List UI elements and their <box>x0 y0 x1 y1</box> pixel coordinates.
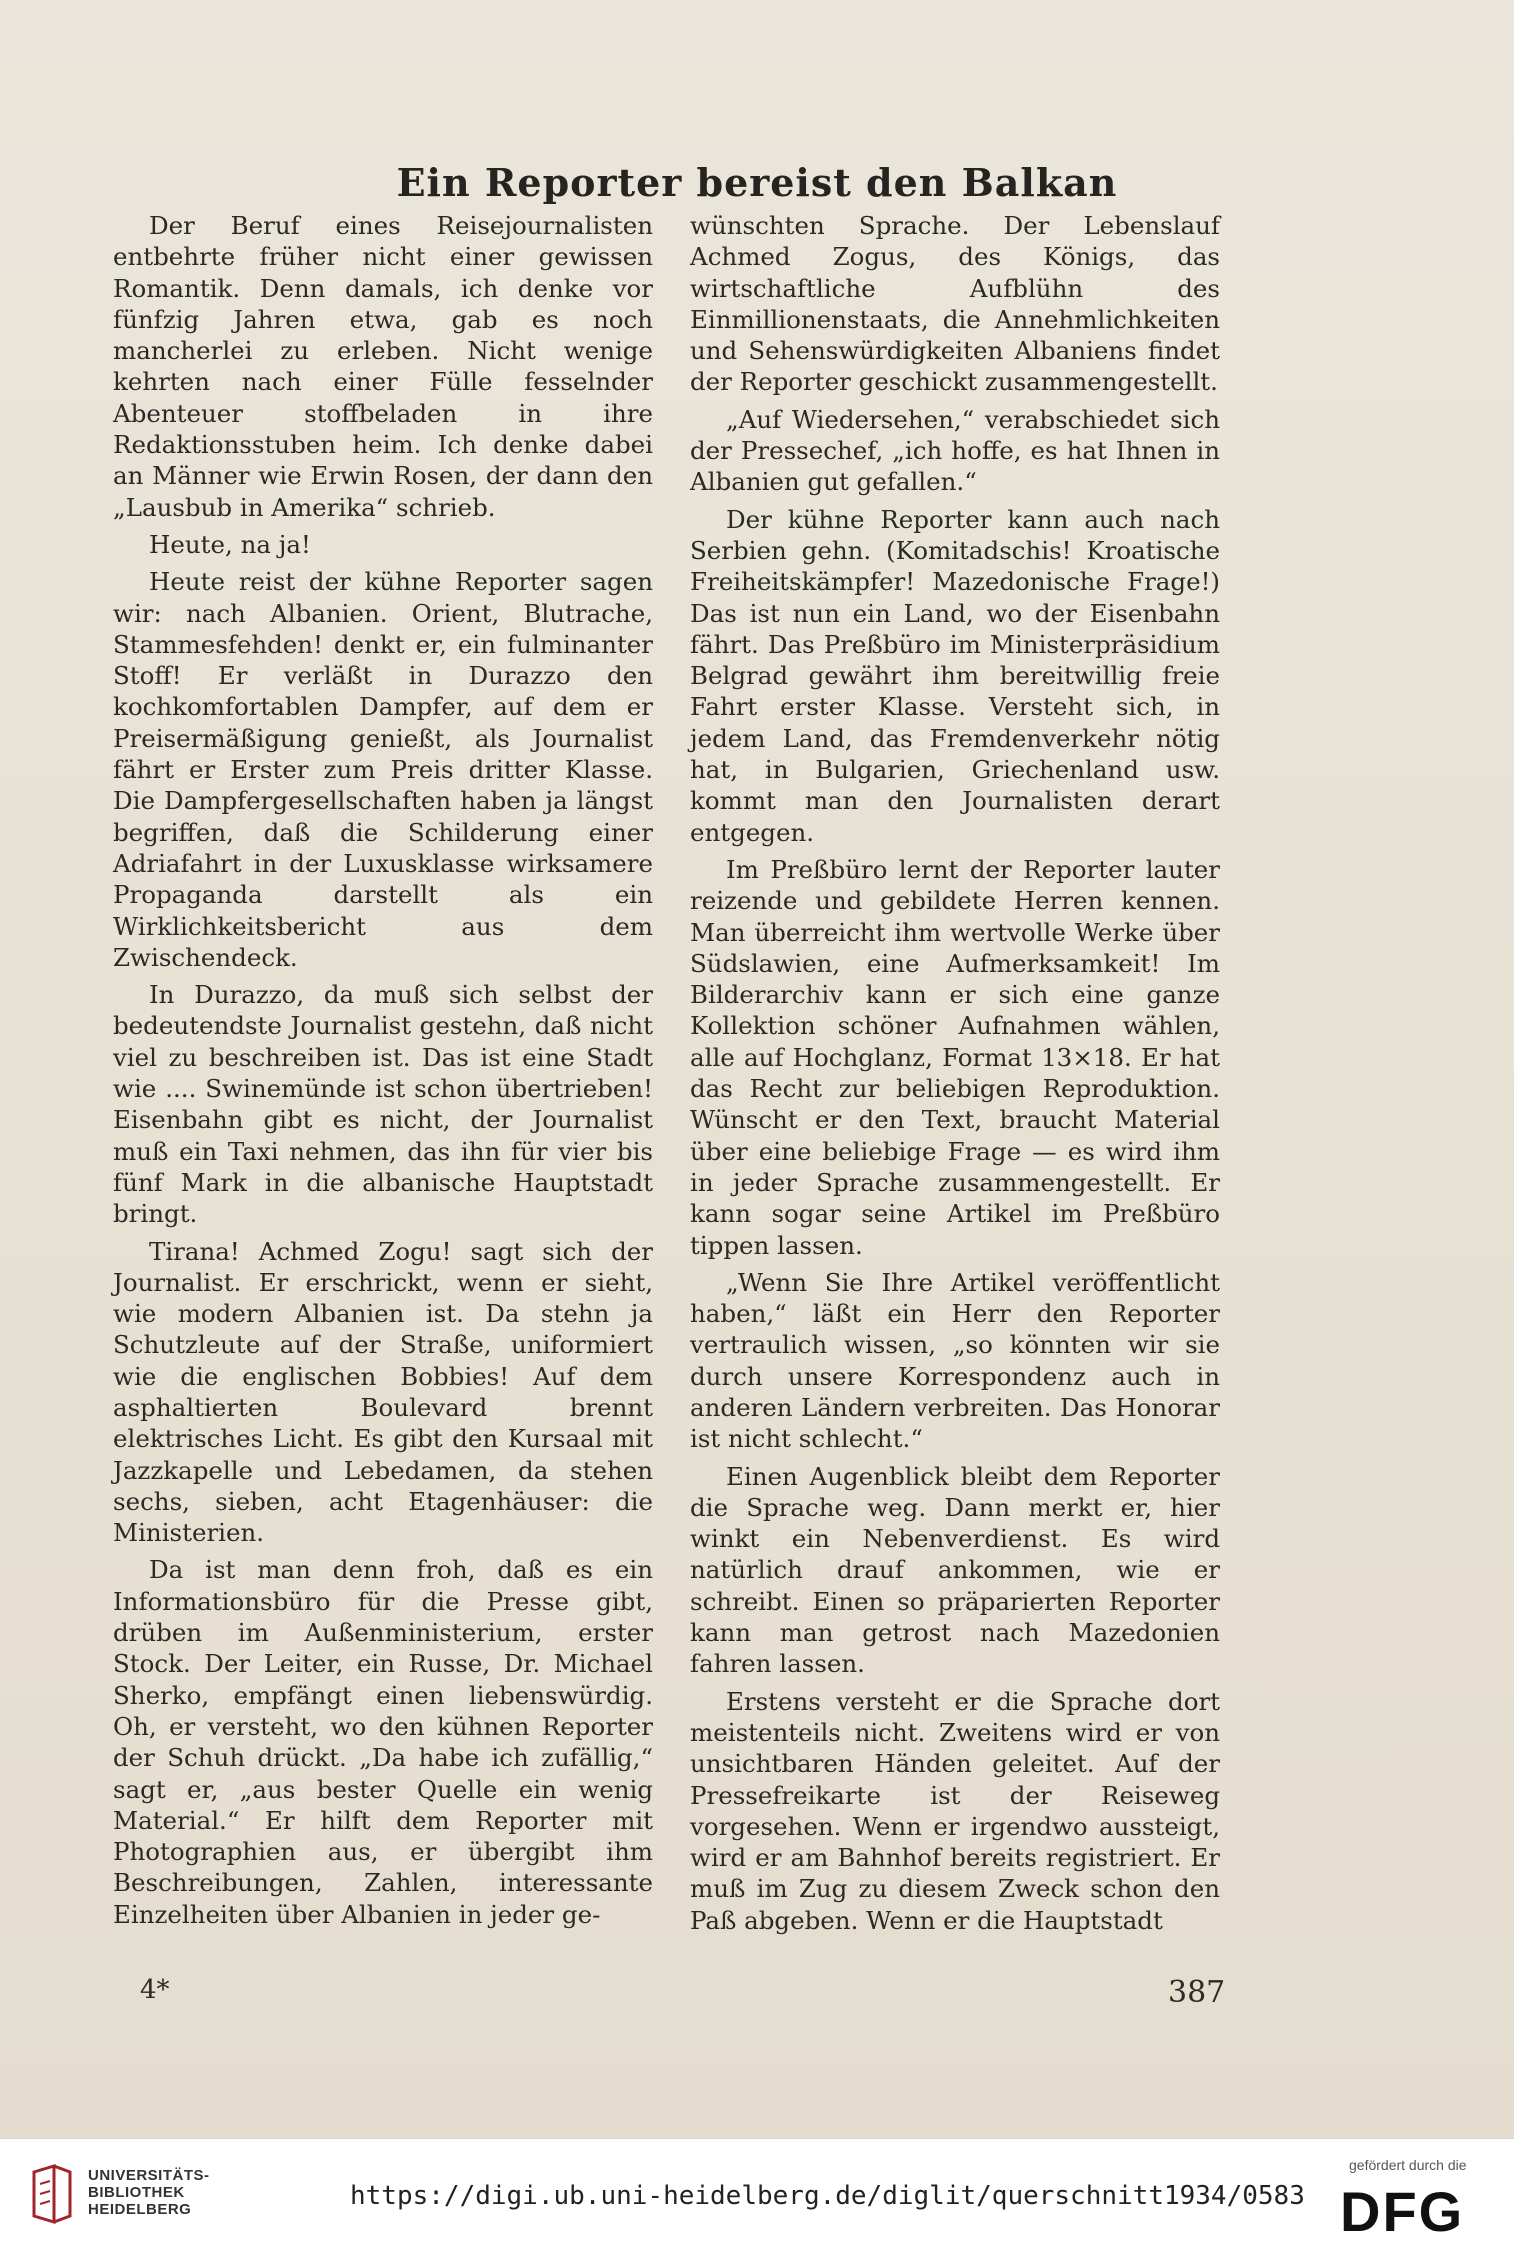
paragraph: „Wenn Sie Ihre Artikel veröffentlicht haben,“ läßt ein Herr den Reporter vertraulich wissen, „so könnten wir sie durch unsere Korrespondenz auch in anderen Ländern verbreiten. Das Honorar ist nicht schlecht.“ <box>690 1267 1220 1454</box>
logo-line: HEIDELBERG <box>88 2201 192 2218</box>
dfg-logo[interactable]: DFG <box>1340 2180 1465 2243</box>
university-logo-text[interactable] <box>88 2167 210 2218</box>
university-logo-icon[interactable] <box>30 2164 74 2224</box>
paragraph: Heute, na ja! <box>149 529 311 559</box>
permalink-url[interactable]: https://digi.ub.uni-heidelberg.de/diglit/querschnitt1934/0583 <box>350 2181 1305 2211</box>
left-column <box>113 210 653 1936</box>
paragraph: „Auf Wiedersehen,“ verabschiedet sich der Pressechef, „ich hoffe, es hat Ihnen in Albanien gut gefallen.“ <box>690 404 1220 497</box>
paragraph: Erstens versteht er die Sprache dort meistenteils nicht. Zweitens wird er von unsichtbaren Händen geleitet. Auf der Pressefreikarte ist der Reiseweg vorgesehen. Wenn er irgendwo aussteigt, wird er am Bahnhof bereits registriert. Er muß im Zug zu diesem Zweck schon den Paß abgeben. Wenn er die Hauptstadt <box>690 1686 1220 1935</box>
paragraph: Der kühne Reporter kann auch nach Serbien gehn. (Komitadschis! Kroatische Freiheitskämpfer! Mazedonische Frage!) Das ist nun ein Land, wo der Eisenbahn fährt. Das Preßbüro im Ministerpräsidium Belgrad gewährt ihm bereitwillig freie Fahrt erster Klasse. Versteht sich, in jedem Land, das Fremdenverkehr nötig hat, in Bulgarien, Griechenland usw. kommt man den Journalisten derart entgegen. <box>690 504 1220 847</box>
signature-mark: 4* <box>140 1975 170 2005</box>
logo-line: UNIVERSITÄTS- <box>88 2167 210 2184</box>
article-title: Ein Reporter bereist den Balkan <box>396 160 1118 205</box>
viewer-footer <box>0 2138 1514 2251</box>
paragraph: Der Beruf eines Reisejournalisten entbehrte früher nicht einer gewissen Romantik. Denn damals, ich denke vor fünfzig Jahren etwa, gab es noch mancherlei zu erleben. Nicht wenige kehrten nach einer Fülle fesselnder Abenteuer stoffbeladen in ihre Redaktionsstuben heim. Ich denke dabei an Männer wie Erwin Rosen, der dann den „Lausbub in Amerika“ schrieb. <box>113 211 653 522</box>
logo-line: BIBLIOTHEK <box>88 2184 185 2201</box>
funding-note: gefördert durch die <box>1349 2157 1467 2173</box>
paragraph: Im Preßbüro lernt der Reporter lauter reizende und gebildete Herren kennen. Man überreicht ihm wertvolle Werke über Südslawien, eine Aufmerksamkeit! Im Bilderarchiv kann er sich eine ganze Kollektion schöner Aufnahmen wählen, alle auf Hochglanz, Format 13×18. Er hat das Recht zur beliebigen Reproduktion. Wünscht er den Text, braucht Material über eine beliebige Frage — es wird ihm in jeder Sprache zusammengestellt. Er kann sogar seine Artikel im Preßbüro tippen lassen. <box>690 854 1220 1260</box>
paragraph: wünschten Sprache. Der Lebenslauf Achmed Zogus, des Königs, das wirtschaftliche Aufblühn des Einmillionenstaats, die Annehmlichkeiten und Sehenswürdigkeiten Albaniens findet der Reporter geschickt zusammengestellt. <box>690 211 1220 397</box>
paragraph: Tirana! Achmed Zogu! sagt sich der Journalist. Er erschrickt, wenn er sieht, wie modern Albanien ist. Da stehn ja Schutzleute auf der Straße, uniformiert wie die englischen Bobbies! Auf dem asphaltierten Boulevard brennt elektrisches Licht. Es gibt den Kursaal mit Jazzkapelle und Lebedamen, da stehen sechs, sieben, acht Etagenhäuser: die Ministerien. <box>113 1236 653 1548</box>
paragraph: Einen Augenblick bleibt dem Reporter die Sprache weg. Dann merkt er, hier winkt ein Nebenverdienst. Es wird natürlich drauf ankommen, wie er schreibt. Einen so präparierten Reporter kann man getrost nach Mazedonien fahren lassen. <box>690 1461 1220 1679</box>
paragraph: Da ist man denn froh, daß es ein Informationsbüro für die Presse gibt, drüben im Außenministerium, erster Stock. Der Leiter, ein Russe, Dr. Michael Sherko, empfängt einen liebenswürdig. Oh, er versteht, wo den kühnen Reporter der Schuh drückt. „Da habe ich zufällig,“ sagt er, „aus bester Quelle ein wenig Material.“ Er hilft dem Reporter mit Photographien aus, er übergibt ihm Beschreibungen, Zahlen, interessante Einzelheiten über Albanien in jeder ge- <box>113 1555 653 1929</box>
page-number: 387 <box>1168 1975 1226 2010</box>
paragraph: Heute reist der kühne Reporter sagen wir: nach Albanien. Orient, Blutrache, Stammesfehden! denkt er, ein fulminanter Stoff! Er verläßt in Durazzo den kochkomfortablen Dampfer, auf dem er Preisermäßigung genießt, als Journalist fährt er Erster zum Preis dritter Klasse. Die Dampfergesellschaften haben ja längst begriffen, daß die Schilderung einer Adriafahrt in der Luxusklasse wirksamere Propaganda darstellt als ein Wirklichkeitsbericht aus dem Zwischendeck. <box>113 567 653 972</box>
right-column <box>690 210 1220 1942</box>
paragraph: In Durazzo, da muß sich selbst der bedeutendste Journalist gestehn, daß nicht viel zu beschreiben ist. Das ist eine Stadt wie .... Swinemünde ist schon übertrieben! Eisenbahn gibt es nicht, der Journalist muß ein Taxi nehmen, das ihn für vier bis fünf Mark in die albanische Hauptstadt bringt. <box>113 980 653 1229</box>
